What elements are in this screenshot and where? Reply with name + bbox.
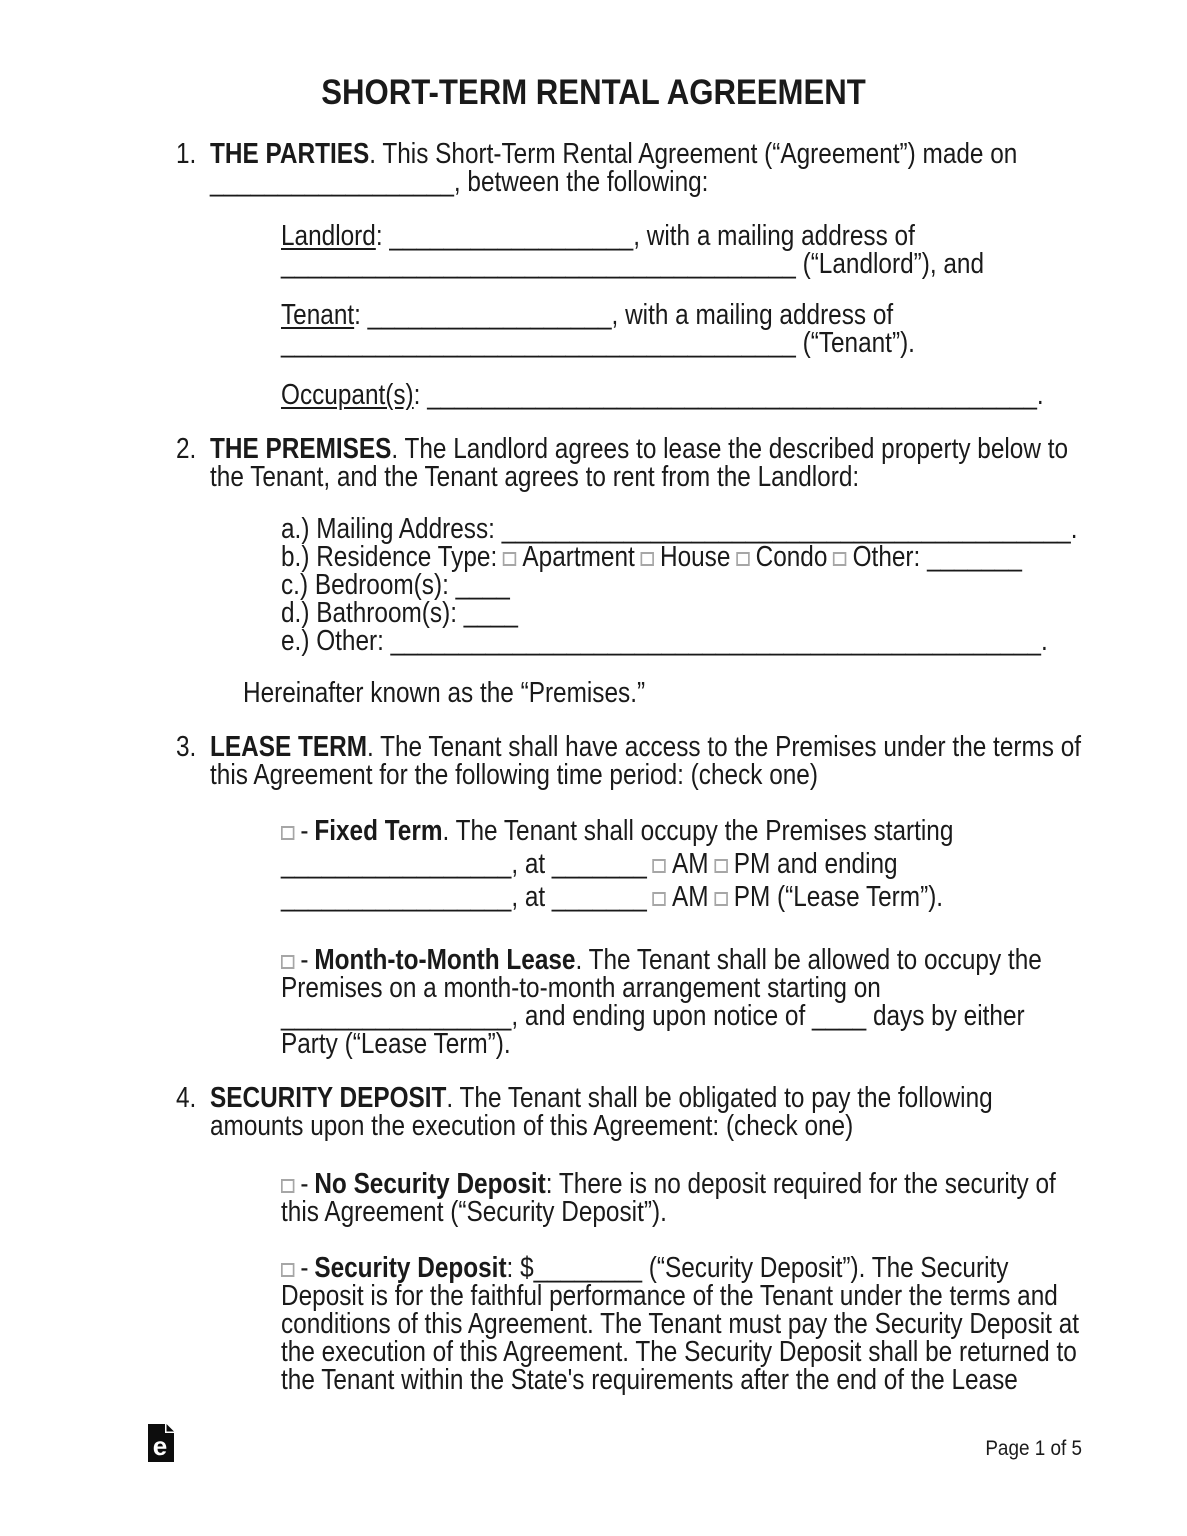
parties-heading: THE PARTIES: [210, 138, 370, 170]
page-number: Page 1 of 5: [985, 1437, 1082, 1460]
lease-intro-text: . The Tenant shall have access to the Premises under the terms of: [367, 731, 1082, 763]
occupants-clause: [281, 381, 1087, 409]
month-to-month-option: [281, 946, 1087, 1058]
premises-item-mailing-address: a.) Mailing Address: __________________________________________.: [281, 513, 1078, 545]
fixed-end-am-label: AM: [671, 881, 709, 913]
fixed-end-pm-label: PM (“Lease Term”).: [733, 881, 944, 913]
parties-date-blank-line: __________________, between the following:: [210, 166, 709, 198]
lease-intro-line-1: [210, 731, 1082, 763]
month-to-month-line-2: Premises on a month-to-month arrangement starting on: [281, 972, 881, 1004]
deposit-intro-line-1: [210, 1082, 993, 1114]
no-deposit-dash: -: [300, 1168, 309, 1200]
fixed-term-line-1: [281, 815, 958, 848]
tenant-name-line: [281, 301, 958, 329]
security-deposit-dash: -: [300, 1252, 309, 1284]
premises-detail-list: [281, 515, 1087, 655]
premises-heading: THE PREMISES: [210, 433, 392, 465]
month-to-month-checkbox[interactable]: [281, 955, 294, 969]
section-lease-term: [176, 733, 1087, 1058]
parties-intro-line-1: [210, 138, 1018, 170]
occupants-line: [281, 379, 1044, 411]
other-residence-checkbox[interactable]: [833, 552, 846, 566]
eforms-logo-letter: e: [152, 1431, 168, 1461]
occupants-blank: : _____________________________________________.: [413, 379, 1044, 411]
month-to-month-line-1: [281, 944, 1042, 976]
security-deposit-label: Security Deposit: [314, 1252, 507, 1284]
fixed-term-start-line: [281, 848, 958, 881]
no-deposit-line-1: [281, 1168, 1056, 1200]
section-4-body: [210, 1084, 1087, 1394]
premises-item-residence-type: [281, 541, 1022, 573]
security-deposit-checkbox[interactable]: [281, 1263, 294, 1277]
condo-checkbox[interactable]: [736, 552, 749, 566]
document-title: SHORT-TERM RENTAL AGREEMENT: [321, 73, 866, 112]
landlord-name-line: [281, 222, 958, 250]
security-deposit-line-3: conditions of this Agreement. The Tenant must pay the Security Deposit at: [281, 1308, 1080, 1340]
security-deposit-amount-blank: : $________ (“Security Deposit”). The Security: [506, 1252, 1009, 1284]
no-deposit-label: No Security Deposit: [314, 1168, 546, 1200]
eforms-logo-icon: [148, 1424, 174, 1462]
landlord-address-line: ______________________________________ (“Landlord”), and: [281, 248, 985, 280]
fixed-term-checkbox[interactable]: [281, 826, 294, 840]
premises-intro-line-2: the Tenant, and the Tenant agrees to rent from the Landlord:: [210, 461, 860, 493]
section-security-deposit: [176, 1084, 1087, 1394]
security-deposit-line-5: the Tenant within the State's requirements after the end of the Lease: [281, 1364, 1018, 1396]
condo-option-label: Condo: [755, 541, 828, 573]
fixed-start-pm-checkbox[interactable]: [714, 859, 727, 873]
fixed-term-text: . The Tenant shall occupy the Premises starting: [442, 815, 954, 847]
security-deposit-line-1: [281, 1252, 1009, 1284]
apartment-option-label: Apartment: [522, 541, 635, 573]
no-security-deposit-checkbox[interactable]: [281, 1179, 294, 1193]
house-option-label: House: [659, 541, 731, 573]
section-1-body: [210, 140, 1087, 409]
premises-intro-text: . The Landlord agrees to lease the described property below to: [391, 433, 1069, 465]
security-deposit-line-4: the execution of this Agreement. The Security Deposit shall be returned to: [281, 1336, 1077, 1368]
premises-item-bathrooms: d.) Bathroom(s): ____: [281, 597, 518, 629]
landlord-name-blank: : __________________, with a mailing address of: [375, 220, 915, 252]
lease-heading: LEASE TERM: [210, 731, 368, 763]
lease-intro-line-2: this Agreement for the following time period: (check one): [210, 759, 818, 791]
apartment-checkbox[interactable]: [503, 552, 516, 566]
fixed-term-end-line: [281, 881, 958, 914]
hereinafter-line: Hereinafter known as the “Premises.”: [243, 677, 646, 709]
tenant-name-blank: : __________________, with a mailing address of: [354, 299, 894, 331]
section-the-parties: [176, 140, 1087, 409]
fixed-end-blanks: _________________, at _______: [281, 881, 647, 913]
month-to-month-dash: -: [300, 944, 309, 976]
section-3-body: [210, 733, 1087, 1058]
fixed-start-am-checkbox[interactable]: [653, 859, 666, 873]
fixed-end-am-checkbox[interactable]: [653, 892, 666, 906]
section-1-number: 1.: [176, 138, 197, 170]
other-residence-blank: Other: _______: [852, 541, 1022, 573]
occupants-label: Occupant(s): [281, 379, 414, 411]
tenant-address-line: ______________________________________ (“Tenant”).: [281, 327, 915, 359]
landlord-clause: [281, 222, 1087, 278]
deposit-heading: SECURITY DEPOSIT: [210, 1082, 447, 1114]
section-4-number: 4.: [176, 1082, 197, 1114]
security-deposit-option: [281, 1254, 1087, 1394]
section-2-body: [210, 435, 1087, 707]
fixed-term-dash: -: [300, 815, 309, 847]
fixed-term-option: [281, 815, 1087, 914]
house-checkbox[interactable]: [641, 552, 654, 566]
premises-item-other: e.) Other: ________________________________________________.: [281, 625, 1048, 657]
premises-item-bedrooms: c.) Bedroom(s): ____: [281, 569, 510, 601]
month-to-month-line-4: Party (“Lease Term”).: [281, 1028, 511, 1060]
tenant-clause: [281, 301, 1087, 357]
section-the-premises: [176, 435, 1087, 707]
deposit-intro-text: . The Tenant shall be obligated to pay the following: [446, 1082, 993, 1114]
section-3-number: 3.: [176, 731, 197, 763]
parties-intro-text: . This Short-Term Rental Agreement (“Agreement”) made on: [369, 138, 1018, 170]
deposit-intro-line-2: amounts upon the execution of this Agreement: (check one): [210, 1110, 854, 1142]
fixed-start-pm-label: PM and ending: [733, 848, 898, 880]
section-2-number: 2.: [176, 433, 197, 465]
fixed-start-blanks: _________________, at _______: [281, 848, 647, 880]
month-to-month-line-3: _________________, and ending upon notice of ____ days by either: [281, 1000, 1025, 1032]
premises-hereinafter-clause: [243, 679, 1087, 707]
premises-intro-line-1: [210, 433, 1069, 465]
security-deposit-line-2: Deposit is for the faithful performance of the Tenant under the terms and: [281, 1280, 1058, 1312]
month-to-month-label: Month-to-Month Lease: [314, 944, 576, 976]
fixed-term-label: Fixed Term: [314, 815, 443, 847]
no-deposit-text: : There is no deposit required for the security of: [545, 1168, 1056, 1200]
no-deposit-line-2: this Agreement (“Security Deposit”).: [281, 1196, 667, 1228]
fixed-start-am-label: AM: [671, 848, 709, 880]
tenant-label: Tenant: [281, 299, 355, 331]
no-security-deposit-option: [281, 1170, 1087, 1226]
landlord-label: Landlord: [281, 220, 376, 252]
fixed-end-pm-checkbox[interactable]: [714, 892, 727, 906]
residence-type-label: b.) Residence Type:: [281, 541, 498, 573]
month-to-month-text: . The Tenant shall be allowed to occupy the: [575, 944, 1042, 976]
